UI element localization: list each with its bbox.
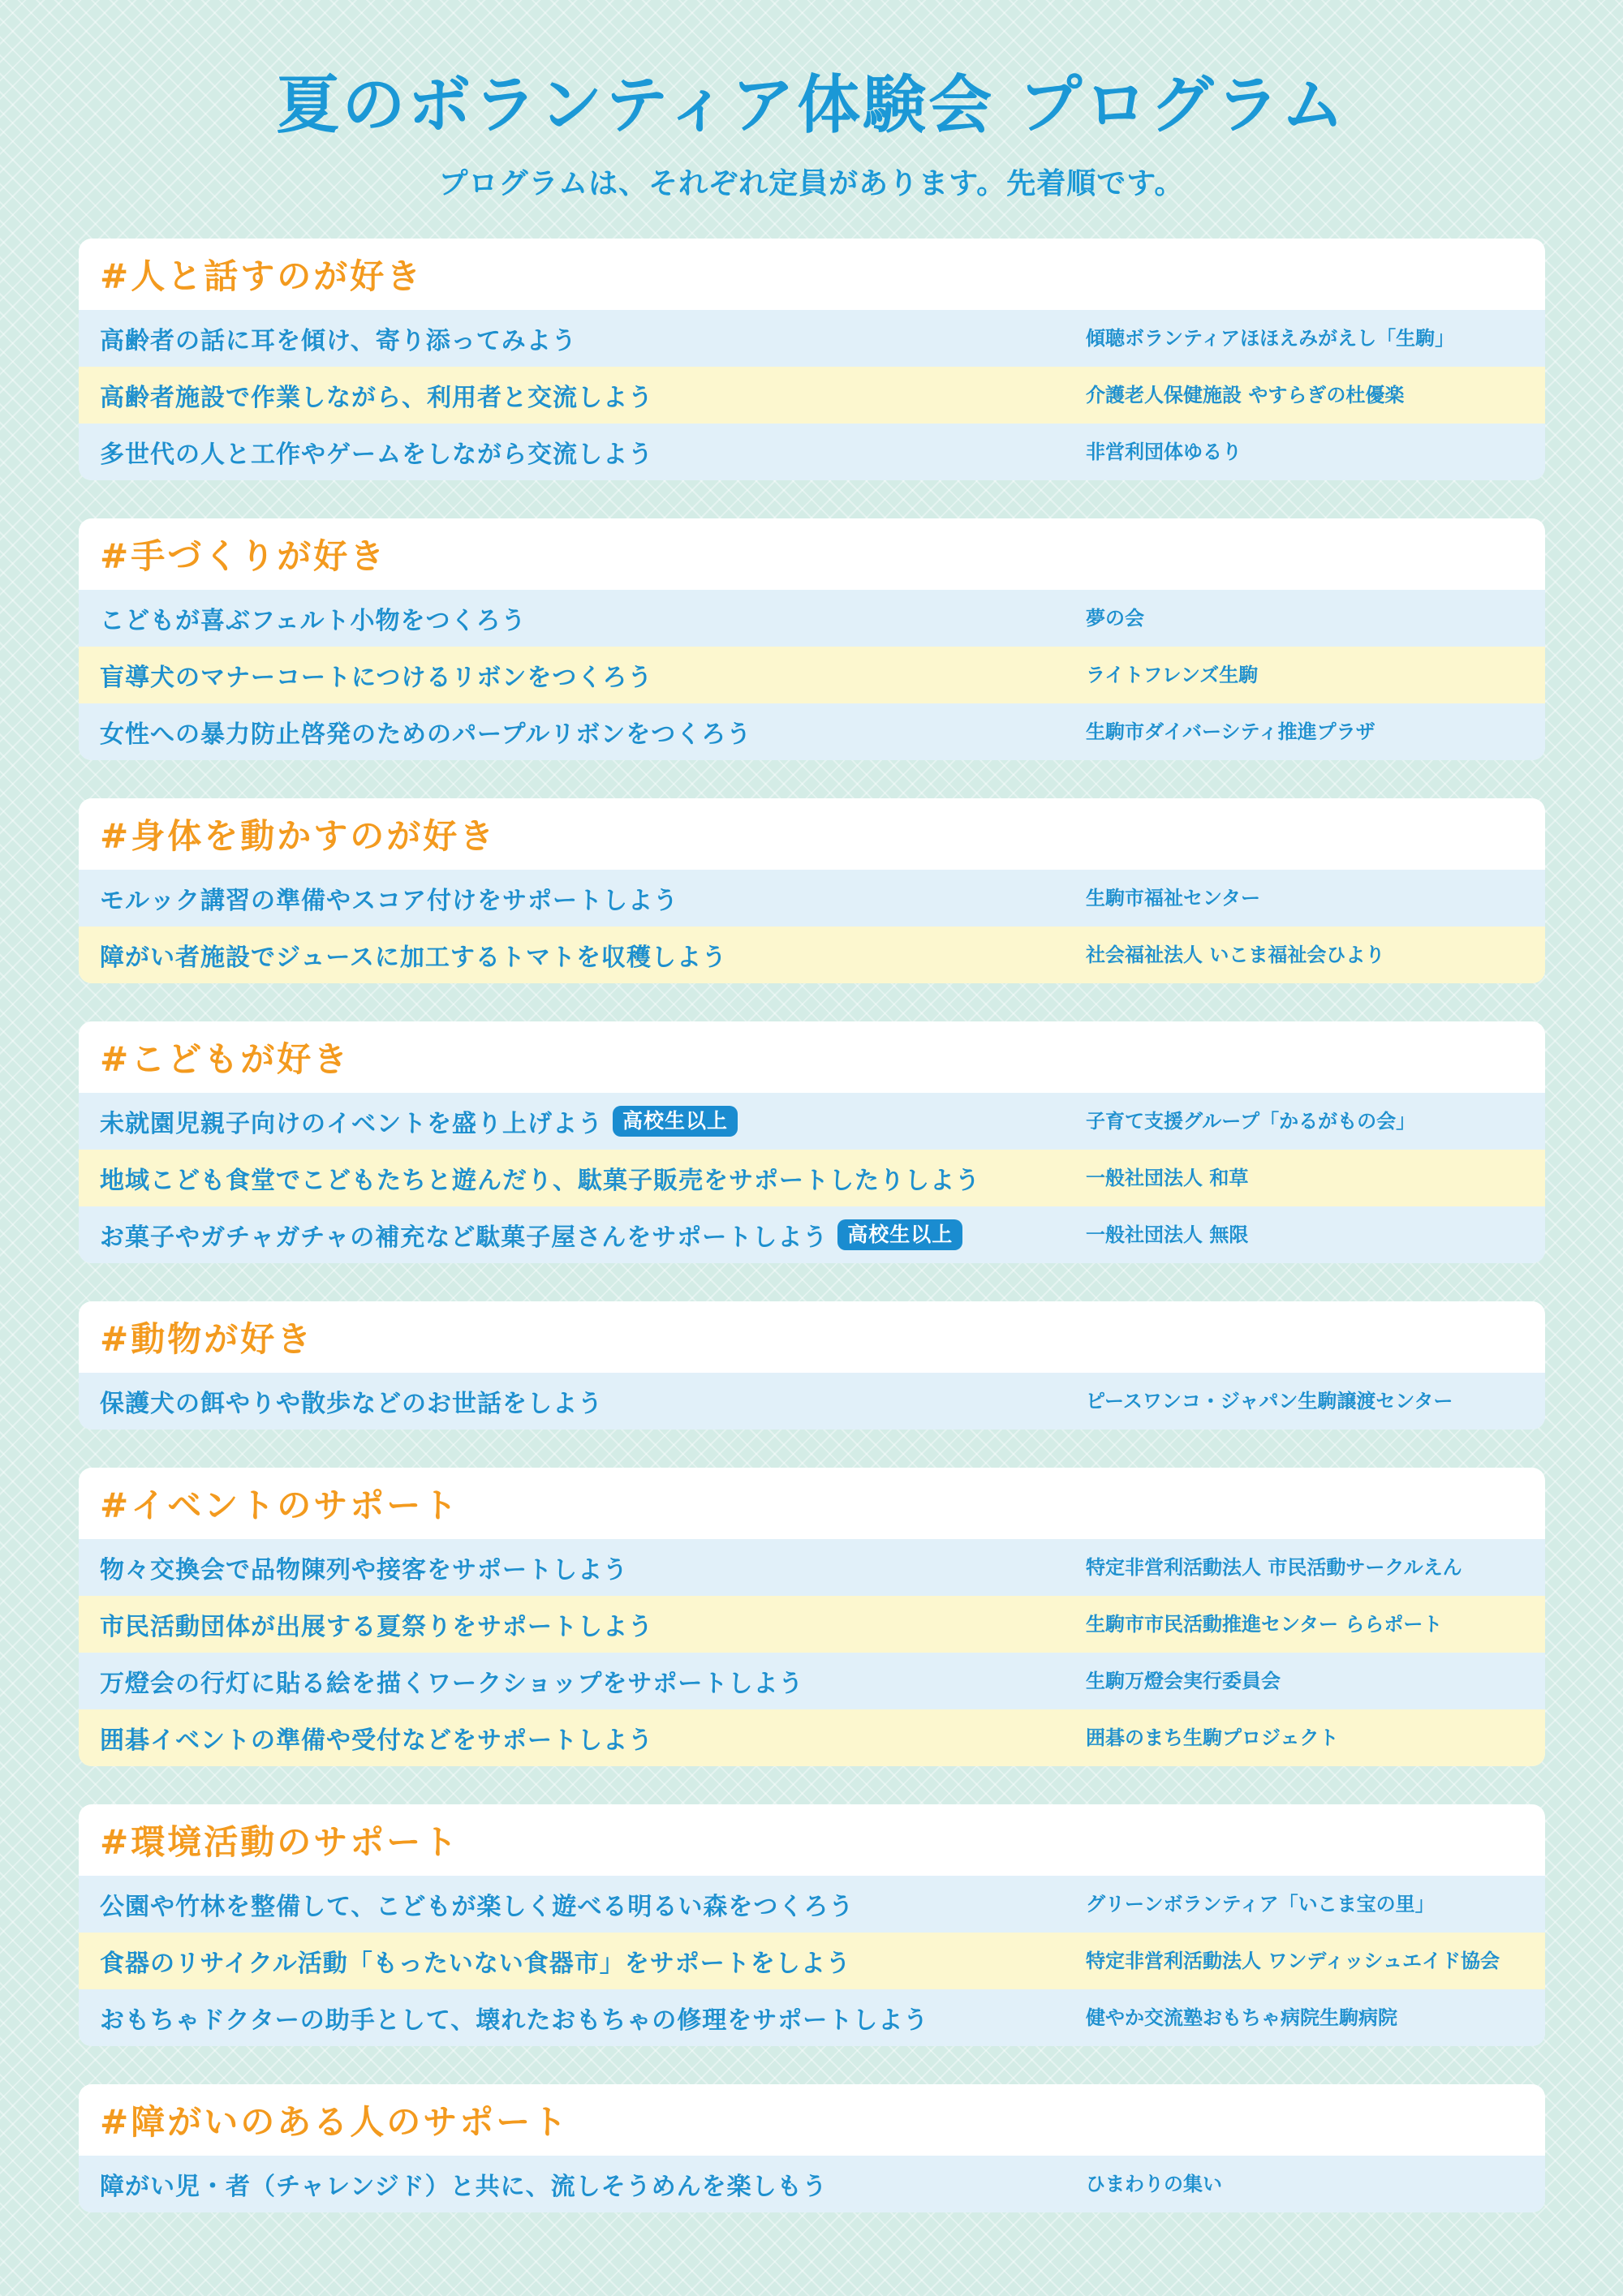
activity-text: お菓子やガチャガチャの補充など駄菓子屋さんをサポートしよう — [100, 1223, 829, 1252]
activity-text: モルック講習の準備やスコア付けをサポートしよう — [100, 887, 678, 915]
activity-cell — [100, 1217, 962, 1253]
section-card — [79, 1804, 1545, 2046]
section-rows — [79, 310, 1545, 480]
program-row — [79, 1093, 1545, 1150]
organizer-text: 一般社団法人 和草 — [1086, 1167, 1249, 1189]
activity-text: 万燈会の行灯に貼る絵を描くワークショップをサポートしよう — [100, 1670, 804, 1698]
section-rows — [79, 1876, 1545, 2046]
program-row — [79, 310, 1545, 367]
section-card — [79, 1468, 1545, 1766]
section-card — [79, 1301, 1545, 1430]
section-heading: #環境活動のサポート — [100, 1822, 460, 1862]
organizer-text: ライトフレンズ生駒 — [1086, 664, 1259, 686]
activity-text: 公園や竹林を整備して、こどもが楽しく遊べる明るい森をつくろう — [100, 1893, 855, 1921]
activity-text: 囲碁イベントの準備や受付などをサポートしよう — [100, 1726, 653, 1755]
organizer-text: 介護老人保健施設 やすらぎの杜優楽 — [1086, 384, 1405, 406]
activity-text: 保護犬の餌やりや散歩などのお世話をしよう — [100, 1390, 603, 1418]
organizer-text: グリーンボランティア「いこま宝の里」 — [1086, 1893, 1435, 1915]
section-card — [79, 1021, 1545, 1263]
activity-text: 高齢者の話に耳を傾け、寄り添ってみよう — [100, 327, 577, 355]
organizer-text: 傾聴ボランティアほほえみがえし「生駒」 — [1086, 327, 1455, 350]
program-row — [79, 1933, 1545, 1989]
program-row — [79, 1373, 1545, 1430]
program-sections — [79, 239, 1545, 2251]
activity-text: 障がい者施設でジュースに加工するトマトを収穫しよう — [100, 944, 727, 972]
activity-text: 地域こども食堂でこどもたちと遊んだり、駄菓子販売をサポートしたりしよう — [100, 1167, 980, 1195]
age-badge: 高校生以上 — [613, 1106, 738, 1137]
activity-text: 市民活動団体が出展する夏祭りをサポートしよう — [100, 1613, 653, 1641]
section-rows — [79, 2156, 1545, 2212]
age-badge: 高校生以上 — [837, 1219, 962, 1250]
section-rows — [79, 1373, 1545, 1430]
activity-text: 障がい児・者（チャレンジド）と共に、流しそうめんを楽しもう — [100, 2173, 828, 2201]
organizer-text: 社会福祉法人 いこま福祉会ひより — [1086, 944, 1385, 966]
program-row — [79, 1596, 1545, 1653]
program-row — [79, 1539, 1545, 1596]
organizer-text: 生駒市市民活動推進センター ららポート — [1086, 1613, 1443, 1636]
activity-cell — [100, 1103, 738, 1139]
section-rows — [79, 590, 1545, 760]
organizer-text: 生駒万燈会実行委員会 — [1086, 1670, 1281, 1692]
activity-text: 食器のリサイクル活動「もったいない食器市」をサポートをしよう — [100, 1950, 851, 1978]
section-heading: #イベントのサポート — [100, 1486, 460, 1525]
program-row — [79, 647, 1545, 703]
program-row — [79, 1206, 1545, 1263]
section-rows — [79, 870, 1545, 983]
organizer-text: 一般社団法人 無限 — [1086, 1223, 1249, 1246]
activity-text: 未就園児親子向けのイベントを盛り上げよう — [100, 1110, 603, 1138]
section-heading: #こどもが好き — [100, 1039, 351, 1079]
program-row — [79, 367, 1545, 424]
section-rows — [79, 1539, 1545, 1766]
activity-text: 高齢者施設で作業しながら、利用者と交流しよう — [100, 384, 653, 412]
section-heading: #動物が好き — [100, 1319, 314, 1359]
organizer-text: 健やか交流塾おもちゃ病院生駒病院 — [1086, 2006, 1397, 2029]
program-row — [79, 1653, 1545, 1709]
organizer-text: 夢の会 — [1086, 607, 1144, 630]
program-row — [79, 2156, 1545, 2212]
program-row — [79, 703, 1545, 760]
organizer-text: 非営利団体ゆるり — [1086, 441, 1242, 463]
organizer-text: 生駒市ダイバーシティ推進プラザ — [1086, 720, 1375, 743]
organizer-text: 子育て支援グループ「かるがもの会」 — [1086, 1110, 1416, 1133]
section-heading: #身体を動かすのが好き — [100, 816, 497, 856]
section-heading: #手づくりが好き — [100, 536, 387, 576]
section-heading: #人と話すのが好き — [100, 256, 424, 296]
program-row — [79, 927, 1545, 983]
program-row — [79, 1150, 1545, 1206]
activity-text: 女性への暴力防止啓発のためのパープルリボンをつくろう — [100, 720, 752, 749]
activity-text: 多世代の人と工作やゲームをしながら交流しよう — [100, 441, 653, 469]
organizer-text: 特定非営利活動法人 ワンディッシュエイド協会 — [1086, 1950, 1500, 1972]
section-card — [79, 798, 1545, 983]
program-row — [79, 1876, 1545, 1933]
program-row — [79, 590, 1545, 647]
activity-text: 物々交換会で品物陳列や接客をサポートしよう — [100, 1556, 628, 1584]
program-row — [79, 1989, 1545, 2046]
program-row — [79, 424, 1545, 480]
program-row — [79, 1709, 1545, 1766]
organizer-text: 生駒市福祉センター — [1086, 887, 1261, 909]
activity-text: おもちゃドクターの助手として、壊れたおもちゃの修理をサポートしよう — [100, 2006, 929, 2035]
organizer-text: ひまわりの集い — [1086, 2173, 1222, 2195]
page-header — [0, 0, 1623, 203]
section-rows — [79, 1093, 1545, 1263]
organizer-text: 囲碁のまち生駒プロジェクト — [1086, 1726, 1339, 1749]
activity-text: 盲導犬のマナーコートにつけるリボンをつくろう — [100, 664, 653, 692]
program-row — [79, 870, 1545, 927]
section-card — [79, 239, 1545, 480]
page-subtitle: プログラムは、それぞれ定員があります。先着順です。 — [438, 167, 1185, 200]
section-heading: #障がいのある人のサポート — [100, 2102, 570, 2142]
organizer-text: ピースワンコ・ジャパン生駒譲渡センター — [1086, 1390, 1453, 1412]
activity-text: こどもが喜ぶフェルト小物をつくろう — [100, 607, 527, 635]
section-card — [79, 2084, 1545, 2212]
section-card — [79, 518, 1545, 760]
organizer-text: 特定非営利活動法人 市民活動サークルえん — [1086, 1556, 1462, 1579]
page-title: 夏のボランティア体験会 プログラム — [276, 69, 1347, 142]
